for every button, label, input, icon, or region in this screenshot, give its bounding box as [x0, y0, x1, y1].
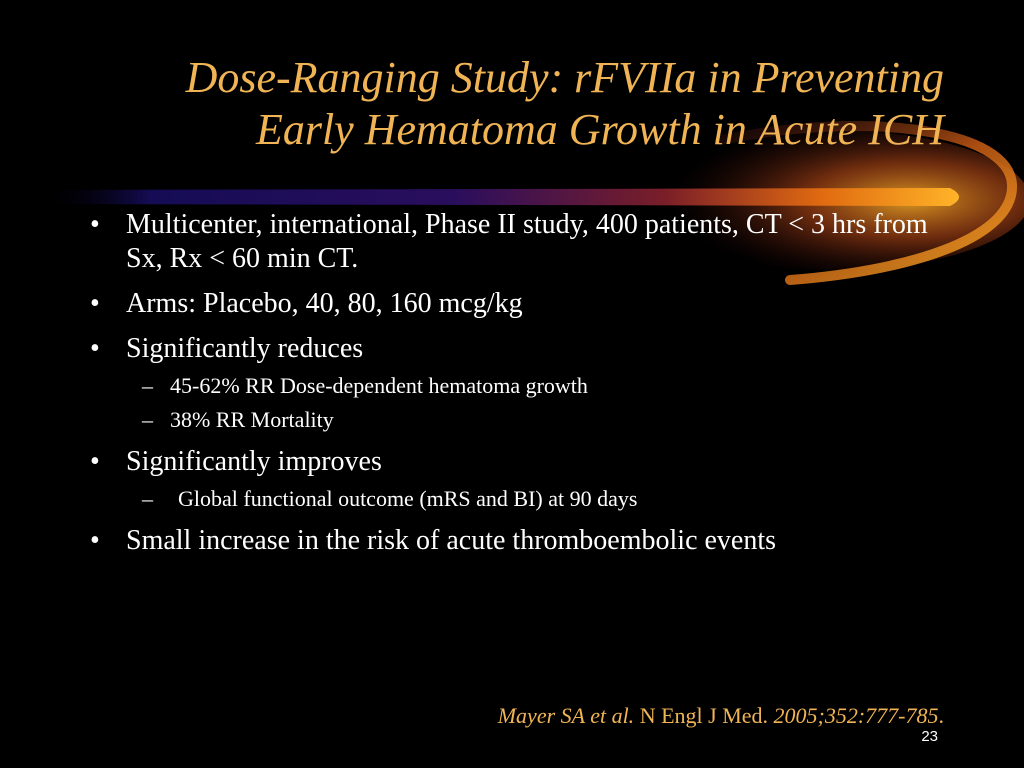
bullet-marker: • [90, 288, 100, 319]
slide-title [40, 52, 944, 156]
sub-marker: – [142, 407, 153, 432]
sub-text: 45-62% RR Dose-dependent hematoma growth [170, 373, 588, 398]
sub-item-functional-outcome [90, 486, 950, 512]
bullet-item-improves [90, 445, 950, 479]
swoosh-bar [40, 188, 959, 206]
bullet-marker: • [90, 446, 100, 477]
citation-reference: 2005;352:777-785 [773, 703, 939, 728]
sub-text: 38% RR Mortality [170, 407, 334, 432]
bullet-item-arms [90, 287, 950, 321]
sub-marker: – [142, 486, 153, 511]
title-line-2: Early Hematoma Growth in Acute ICH [255, 105, 944, 154]
bullet-text: Arms: Placebo, 40, 80, 160 mcg/kg [126, 288, 523, 319]
bullet-item-reduces [90, 332, 950, 366]
citation-journal: N Engl J Med. [634, 703, 774, 728]
bullet-item-study-design [90, 208, 950, 276]
citation [498, 703, 944, 729]
bullet-text: Multicenter, international, Phase II study, 400 patients, CT < 3 hrs from Sx, Rx < 60 min CT. [126, 209, 928, 274]
bullet-item-thromboembolic [90, 524, 950, 558]
sub-item-hematoma-growth [90, 373, 950, 399]
bullet-marker: • [90, 525, 100, 556]
bullet-text: Significantly improves [126, 446, 382, 477]
title-line-1: Dose-Ranging Study: rFVIIa in Preventing [185, 53, 944, 102]
sub-marker: – [142, 373, 153, 398]
bullet-list [90, 208, 950, 569]
bullet-marker: • [90, 333, 100, 364]
bullet-marker: • [90, 209, 100, 240]
slide-number: 23 [921, 728, 938, 745]
sub-text: Global functional outcome (mRS and BI) at 90 days [178, 486, 638, 511]
sub-item-mortality [90, 407, 950, 433]
bullet-text: Small increase in the risk of acute thromboembolic events [126, 525, 777, 556]
bullet-text: Significantly reduces [126, 333, 364, 364]
citation-authors: Mayer SA et al. [497, 703, 635, 728]
citation-period: . [938, 703, 944, 728]
